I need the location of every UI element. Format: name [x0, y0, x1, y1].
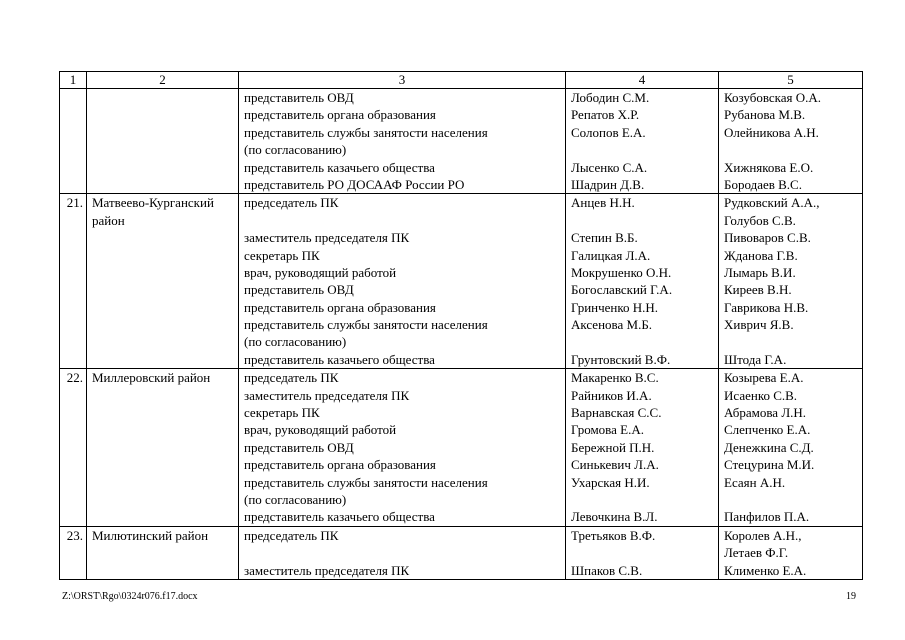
district-name: Миллеровский район [87, 369, 239, 527]
member-role-cell [239, 194, 566, 369]
reserve-name: Бородаев В.С. [724, 176, 802, 192]
row-number: 21. [60, 194, 87, 369]
member-name [571, 333, 718, 350]
member-name [571, 491, 718, 508]
member-role: представитель органа образования [244, 107, 436, 123]
member-name: Бережной П.Н. [571, 439, 655, 455]
member-role: представитель службы занятости населения [244, 474, 488, 490]
reserve-name: Исаенко С.В. [724, 387, 798, 403]
member-name: Грунтовский В.Ф. [571, 351, 671, 367]
member-name [571, 212, 718, 229]
member-name: Аксенова М.Б. [571, 317, 653, 333]
member-role: представитель органа образования [244, 457, 436, 473]
reserve-name-cell [719, 194, 863, 369]
member-name: Макаренко В.С. [571, 370, 659, 386]
reserve-name: Гаврикова Н.В. [724, 299, 809, 315]
member-role: председатель ПК [244, 527, 339, 543]
member-role: представитель казачьего общества [244, 351, 435, 367]
member-name: Степин В.Б. [571, 230, 638, 246]
header-cell: 4 [566, 72, 719, 89]
reserve-name: Киреев В.Н. [724, 282, 792, 298]
member-role: (по согласованию) [244, 334, 347, 350]
reserve-name [724, 333, 862, 350]
commission-table [59, 71, 863, 580]
member-name: Богославский Г.А. [571, 282, 673, 298]
reserve-name: Клименко Е.А. [724, 562, 807, 578]
member-name-cell [566, 369, 719, 527]
footer-page-number: 19 [846, 591, 856, 602]
member-name [571, 544, 718, 561]
table-body [60, 72, 863, 580]
header-row [60, 72, 863, 89]
member-role: заместитель председателя ПК [244, 562, 410, 578]
reserve-name: Жданова Г.В. [724, 247, 798, 263]
reserve-name-cell [719, 369, 863, 527]
member-role: представитель ОВД [244, 282, 354, 298]
member-role [244, 212, 565, 229]
reserve-name: Денежкина С.Д. [724, 439, 814, 455]
member-name [571, 141, 718, 158]
reserve-name: Абрамова Л.Н. [724, 405, 807, 421]
member-name: Лободин С.М. [571, 90, 650, 105]
row-number [60, 89, 87, 194]
district-name [87, 89, 239, 194]
member-role: представитель ОВД [244, 90, 354, 105]
reserve-name: Хижнякова Е.О. [724, 159, 814, 175]
member-role: представитель службы занятости населения [244, 317, 488, 333]
row-number: 23. [60, 526, 87, 579]
reserve-name: Панфилов П.А. [724, 509, 810, 525]
member-role [244, 544, 565, 561]
reserve-name [724, 141, 862, 158]
member-name: Варнавская С.С. [571, 405, 662, 421]
member-name: Шпаков С.В. [571, 562, 643, 578]
member-role: представитель РО ДОСААФ России РО [244, 176, 465, 192]
member-name: Анцев Н.Н. [571, 195, 635, 211]
member-name: Гринченко Н.Н. [571, 299, 659, 315]
reserve-name: Слепченко Е.А. [724, 422, 811, 438]
reserve-name: Рубанова М.В. [724, 107, 806, 123]
member-role: представитель службы занятости населения [244, 124, 488, 140]
member-role-cell [239, 89, 566, 194]
member-name: Третьяков В.Ф. [571, 527, 656, 543]
member-role: заместитель председателя ПК [244, 230, 410, 246]
member-role: представитель органа образования [244, 299, 436, 315]
reserve-name: Козубовская О.А. [724, 90, 822, 105]
header-cell: 5 [719, 72, 863, 89]
member-name-cell [566, 89, 719, 194]
member-name: Галицкая Л.А. [571, 247, 651, 263]
member-role: (по согласованию) [244, 491, 347, 507]
reserve-name: Олейникова А.Н. [724, 124, 819, 140]
footer-file-path: Z:\ORST\Rgo\0324r076.f17.docx [62, 591, 198, 602]
table-row [60, 89, 863, 194]
member-role: секретарь ПК [244, 247, 320, 263]
table-row [60, 369, 863, 527]
member-name: Мокрушенко О.Н. [571, 264, 672, 280]
member-role-cell [239, 526, 566, 579]
member-role: представитель казачьего общества [244, 159, 435, 175]
member-role: врач, руководящий работой [244, 422, 397, 438]
member-name: Райников И.А. [571, 387, 652, 403]
reserve-name: Хиврич Я.В. [724, 317, 794, 333]
reserve-name-cell [719, 526, 863, 579]
member-name-cell [566, 526, 719, 579]
reserve-name: Стецурина М.И. [724, 457, 815, 473]
row-number: 22. [60, 369, 87, 527]
member-name: Синькевич Л.А. [571, 457, 659, 473]
reserve-name: Есаян А.Н. [724, 474, 786, 490]
district-name: Матвеево-Курганский район [87, 194, 239, 369]
reserve-name: Пивоваров С.В. [724, 230, 811, 246]
district-name: Милютинский район [87, 526, 239, 579]
member-role: представитель ОВД [244, 439, 354, 455]
member-role: представитель казачьего общества [244, 509, 435, 525]
member-role: председатель ПК [244, 195, 339, 211]
header-cell: 2 [87, 72, 239, 89]
reserve-name [724, 491, 862, 508]
reserve-name: Штода Г.А. [724, 351, 787, 367]
member-name: Левочкина В.Л. [571, 509, 658, 525]
reserve-name: Рудковский А.А., [724, 195, 820, 211]
member-role-cell [239, 369, 566, 527]
reserve-name-cell [719, 89, 863, 194]
member-role: заместитель председателя ПК [244, 387, 410, 403]
member-name: Шадрин Д.В. [571, 176, 645, 192]
member-role: врач, руководящий работой [244, 264, 397, 280]
member-name: Ухарская Н.И. [571, 474, 650, 490]
member-name: Солопов Е.А. [571, 124, 646, 140]
table-row [60, 526, 863, 579]
reserve-name: Голубов С.В. [724, 212, 796, 228]
reserve-name: Лымарь В.И. [724, 264, 796, 280]
member-name-cell [566, 194, 719, 369]
header-cell: 3 [239, 72, 566, 89]
reserve-name: Летаев Ф.Г. [724, 545, 789, 561]
member-name: Громова Е.А. [571, 422, 644, 438]
member-role: (по согласованию) [244, 142, 347, 158]
reserve-name: Козырева Е.А. [724, 370, 804, 386]
member-role: председатель ПК [244, 370, 339, 386]
header-cell: 1 [60, 72, 87, 89]
member-name: Репатов Х.Р. [571, 107, 640, 123]
reserve-name: Королев А.Н., [724, 527, 802, 543]
member-role: секретарь ПК [244, 405, 320, 421]
table-row [60, 194, 863, 369]
member-name: Лысенко С.А. [571, 159, 648, 175]
